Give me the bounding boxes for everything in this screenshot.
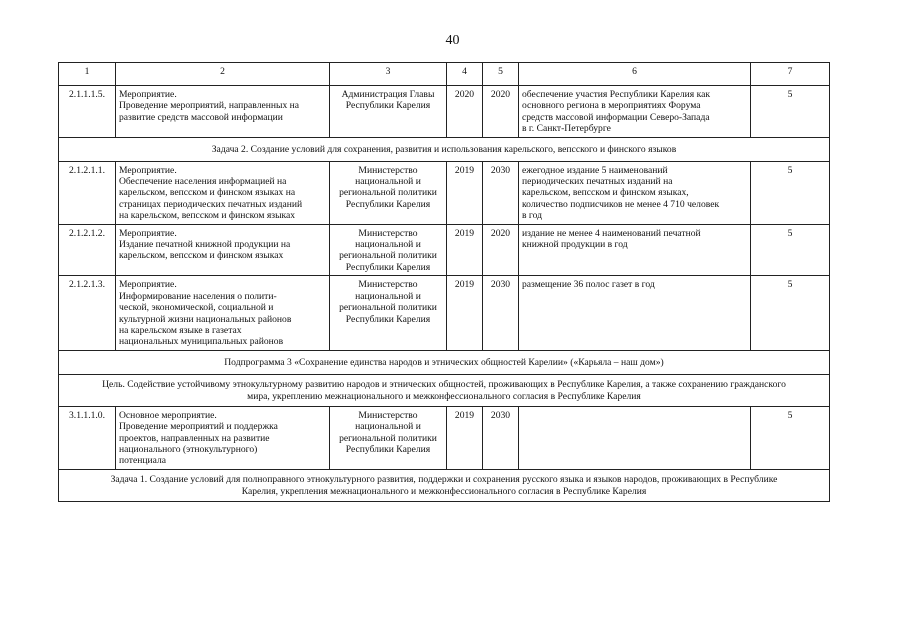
result-line: книжной продукции в год <box>522 239 628 251</box>
expected-result <box>519 276 751 350</box>
result-line: карельском, вепсском и финском языках, <box>522 187 689 199</box>
measure-name-line: культурной жизни национальных районов <box>119 313 292 325</box>
section-title <box>59 374 830 406</box>
measure-name-line: Мероприятие. <box>119 227 177 239</box>
table-row <box>59 161 830 224</box>
measure-code: 2.1.2.1.2. <box>59 224 116 276</box>
result-line: размещение 36 полос газет в год <box>522 279 655 291</box>
end-year: 2020 <box>483 86 519 138</box>
measure-name-line: национальных муниципальных районов <box>119 336 284 348</box>
measure-name-line: проектов, направленных на развитие <box>119 432 270 444</box>
executor-line: национальной и <box>355 176 421 188</box>
start-year: 2019 <box>447 276 483 350</box>
measure-name-line: на карельском языке в газетах <box>119 324 242 336</box>
expected-result <box>519 161 751 224</box>
measure-code: 2.1.1.1.5. <box>59 86 116 138</box>
start-year: 2019 <box>447 161 483 224</box>
table-row <box>59 406 830 469</box>
executor-line: региональной политики <box>339 302 437 314</box>
executor-line: Министерство <box>358 279 418 291</box>
table-row <box>59 276 830 350</box>
start-year: 2019 <box>447 406 483 469</box>
measure-name-line: карельском, вепсском и финском языках <box>119 250 284 262</box>
section-row <box>59 350 830 374</box>
result-line: основного региона в мероприятиях Форума <box>522 100 701 112</box>
measure-code: 2.1.2.1.1. <box>59 161 116 224</box>
measure-name-line: Издание печатной книжной продукции на <box>119 239 291 251</box>
start-year: 2020 <box>447 86 483 138</box>
end-year: 2030 <box>483 161 519 224</box>
indicator-link: 5 <box>751 406 830 469</box>
executor-line: национальной и <box>355 421 421 433</box>
measure-name-line: Обеспечение населения информацией на <box>119 176 287 188</box>
measure-name-line: Мероприятие. <box>119 279 177 291</box>
header-cell: 2 <box>116 63 330 86</box>
measure-name-line: Основное мероприятие. <box>119 409 217 421</box>
section-title <box>59 469 830 501</box>
page-number: 40 <box>445 33 460 48</box>
measures-table <box>58 62 830 502</box>
indicator-link: 5 <box>751 161 830 224</box>
measure-name-line: Информирование населения о полити- <box>119 290 277 302</box>
measure-name-line: страницах периодических печатных изданий <box>119 198 303 210</box>
measure-name <box>116 161 330 224</box>
measure-name <box>116 276 330 350</box>
measure-executor <box>330 224 447 276</box>
measure-executor <box>330 161 447 224</box>
expected-result <box>519 406 751 469</box>
executor-line: национальной и <box>355 239 421 251</box>
executor-line: Республики Карелия <box>345 443 431 455</box>
indicator-link: 5 <box>751 224 830 276</box>
section-title: Подпрограмма 3 «Сохранение единства народов и этнических общностей Карелии» («Карьяла – наш дом») <box>59 350 830 374</box>
measure-name <box>116 224 330 276</box>
result-line: в г. Санкт-Петербурге <box>522 123 611 135</box>
header-row <box>59 63 830 86</box>
executor-line: Республики Карелия <box>345 313 431 325</box>
executor-line: Республики Карелия <box>345 198 431 210</box>
end-year: 2030 <box>483 406 519 469</box>
measure-code: 3.1.1.1.0. <box>59 406 116 469</box>
measure-name-line: Проведение мероприятий и поддержка <box>119 421 278 433</box>
indicator-link: 5 <box>751 276 830 350</box>
measure-name-line: ческой, экономической, социальной и <box>119 302 274 314</box>
section-row <box>59 469 830 501</box>
result-line: обеспечение участия Республики Карелия как <box>522 89 711 100</box>
header-cell: 3 <box>330 63 447 86</box>
measure-name-line: потенциала <box>119 455 167 467</box>
result-line: количество подписчиков не менее 4 710 человек <box>522 198 720 210</box>
executor-line: Республики Карелия <box>345 261 431 273</box>
table-row <box>59 224 830 276</box>
measure-name-line: Мероприятие. <box>119 89 177 100</box>
executor-line: региональной политики <box>339 432 437 444</box>
end-year: 2020 <box>483 224 519 276</box>
measure-executor <box>330 276 447 350</box>
table-row <box>59 86 830 138</box>
measure-name <box>116 86 330 138</box>
measure-executor <box>330 406 447 469</box>
start-year: 2019 <box>447 224 483 276</box>
section-row <box>59 374 830 406</box>
header-cell: 6 <box>519 63 751 86</box>
section-line: мира, укреплению межнационального и межконфессионального согласия в Республике Карелия <box>247 390 641 402</box>
measure-executor <box>330 86 447 138</box>
section-line: Задача 1. Создание условий для полноправного этнокультурного развития, поддержки и сохранения русского языка и языков народов, проживающих в Республике <box>110 474 778 486</box>
executor-line: Администрация Главы <box>341 89 435 100</box>
measure-name-line: Проведение мероприятий, направленных на <box>119 100 300 112</box>
section-line: Цель. Содействие устойчивому этнокультурному развитию народов и этнических общностей, проживающих в Республике Карелия, а также сохранению гражданского <box>102 379 786 391</box>
result-line: средств массовой информации Северо-Запада <box>522 111 710 123</box>
measure-name-line: Мероприятие. <box>119 164 177 176</box>
header-cell: 5 <box>483 63 519 86</box>
section-line: Карелия, укрепления межнационального и межконфессионального согласия в Республике Карелия <box>241 485 647 497</box>
executor-line: региональной политики <box>339 187 437 199</box>
executor-line: Министерство <box>358 409 418 421</box>
section-title: Задача 2. Создание условий для сохранения, развития и использования карельского, вепсского и финского языков <box>59 137 830 161</box>
expected-result <box>519 224 751 276</box>
executor-line: Министерство <box>358 164 418 176</box>
header-cell: 1 <box>59 63 116 86</box>
measure-name <box>116 406 330 469</box>
executor-line: региональной политики <box>339 250 437 262</box>
header-cell: 4 <box>447 63 483 86</box>
header-cell: 7 <box>751 63 830 86</box>
measure-name-line: национального (этнокультурного) <box>119 443 258 455</box>
result-line: периодических печатных изданий на <box>522 176 673 188</box>
result-line: ежегодное издание 5 наименований <box>522 164 668 176</box>
measure-name-line: карельском, вепсском и финском языках на <box>119 187 296 199</box>
measure-code: 2.1.2.1.3. <box>59 276 116 350</box>
measure-name-line: развитие средств массовой информации <box>119 111 283 123</box>
section-row <box>59 137 830 161</box>
end-year: 2030 <box>483 276 519 350</box>
result-line: в год <box>522 210 543 222</box>
result-line: издание не менее 4 наименований печатной <box>522 227 701 239</box>
executor-line: национальной и <box>355 290 421 302</box>
indicator-link: 5 <box>751 86 830 138</box>
expected-result <box>519 86 751 138</box>
measure-name-line: на карельском, вепсском и финском языках <box>119 210 296 222</box>
executor-line: Министерство <box>358 227 418 239</box>
executor-line: Республики Карелия <box>345 100 431 112</box>
